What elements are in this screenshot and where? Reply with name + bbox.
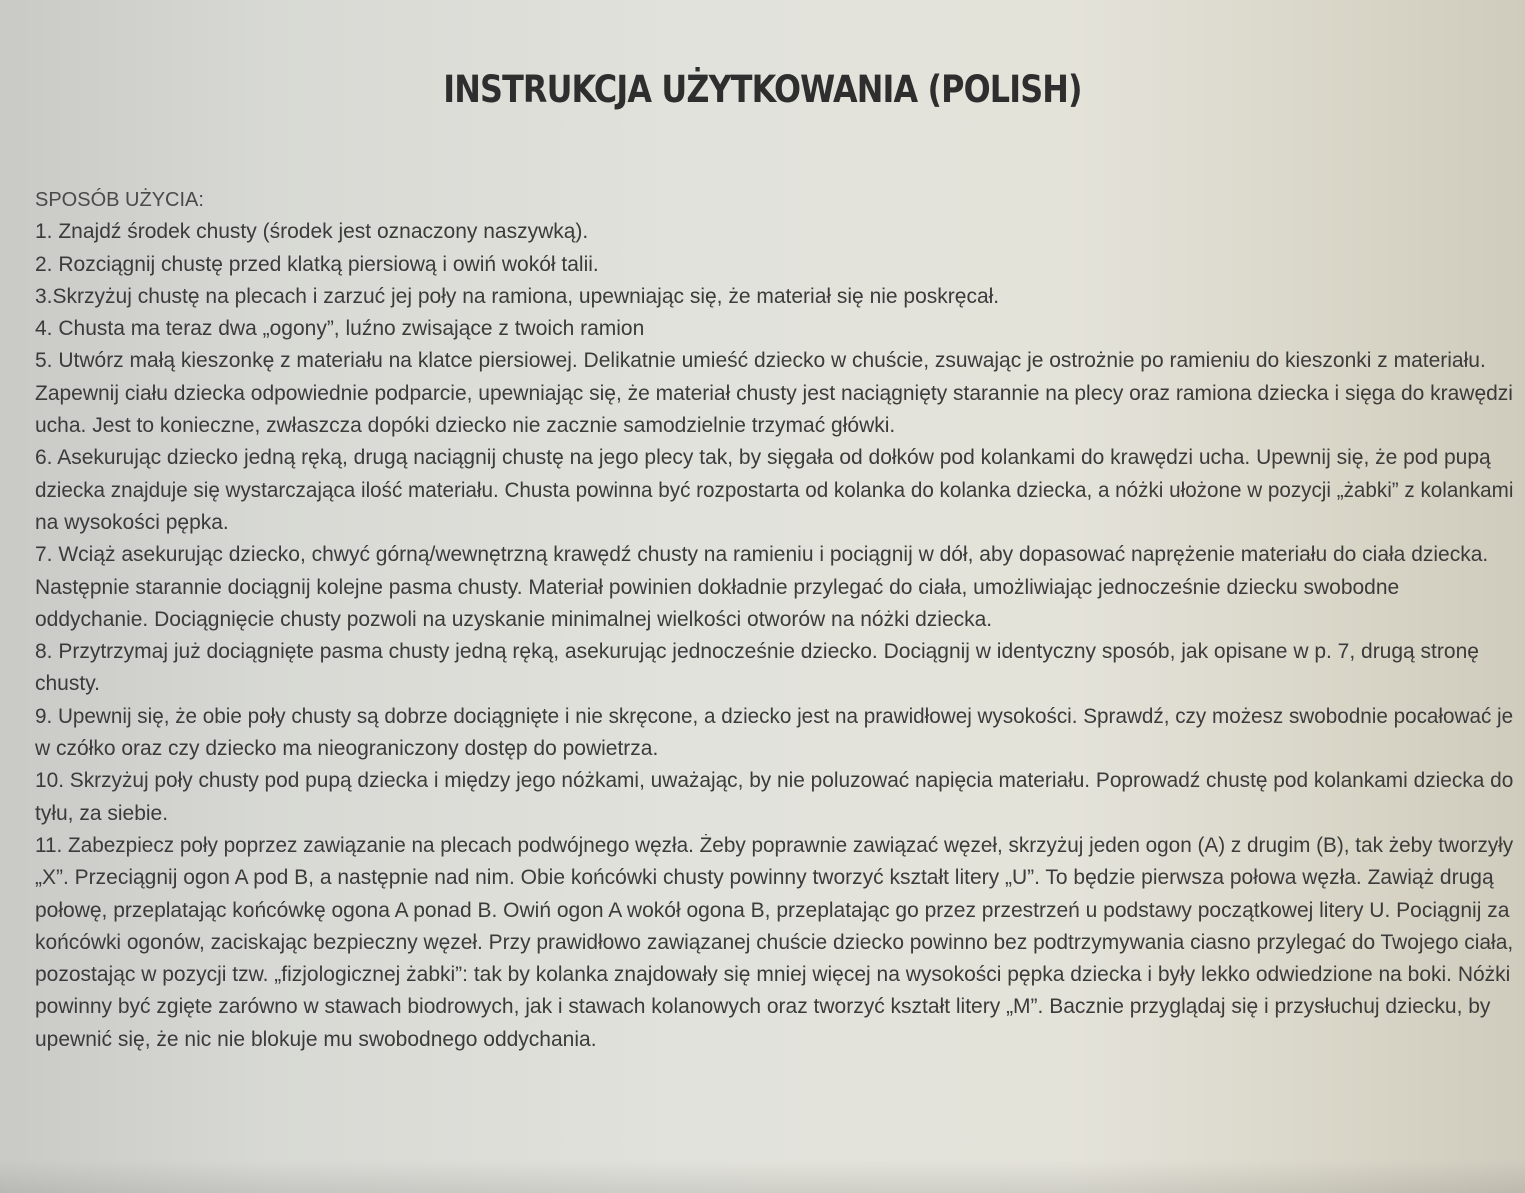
text-line: tyłu, za siebie. [35, 801, 169, 825]
text-line: 10. Skrzyżuj poły chusty pod pupą dziecka i między jego nóżkami, uważając, by nie poluzować napięcia materiału. Poprowadź chustę pod kolankami dziecka do [35, 769, 1514, 793]
text-line: Następnie starannie dociągnij kolejne pasma chusty. Materiał powinien dokładnie przylegać do ciała, umożliwiając jednocześnie dziecku swobodne [35, 575, 1400, 599]
text-line: 11. Zabezpiecz poły poprzez zawiązanie na plecach podwójnego węzła. Żeby poprawnie zawiązać węzeł, skrzyżuj jeden ogon (A) z drugim (B), tak żeby tworzyły [35, 833, 1514, 857]
text-line: dziecka znajduje się wystarczająca ilość materiału. Chusta powinna być rozpostarta od kolanka do kolanka dziecka, a nóżki ułożone w pozycji „żabki” z kolankami [35, 478, 1514, 502]
text-line: 4. Chusta ma teraz dwa „ogony”, luźno zwisające z twoich ramion [35, 317, 645, 341]
text-line: końcówki ogonów, zaciskając bezpieczny węzeł. Przy prawidłowo zawiązanej chuście dziecko powinno bez podtrzymywania ciasno przylegać do Twojego ciała, [35, 930, 1514, 954]
text-line: 8. Przytrzymaj już dociągnięte pasma chusty jedną ręką, asekurując jednocześnie dziecko. Dociągnij w identyczny sposób, jak opisane w p. 7, drugą stronę [35, 640, 1479, 664]
instructions-body [35, 184, 1515, 1056]
bottom-shadow [0, 1160, 1525, 1193]
text-line: na wysokości pępka. [35, 510, 229, 534]
text-line: 3.Skrzyżuj chustę na plecach i zarzuć jej poły na ramiona, upewniając się, że materiał się nie poskręcał. [35, 284, 1000, 308]
text-line: połowę, przeplatając końcówkę ogona A ponad B. Owiń ogon A wokół ogona B, przeplatając go przez przestrzeń u podstawy początkowej litery U. Pociągnij za [35, 898, 1510, 922]
text-line: 9. Upewnij się, że obie poły chusty są dobrze dociągnięte i nie skręcone, a dziecko jest na prawidłowej wysokości. Sprawdź, czy możesz swobodnie pocałować je [35, 704, 1514, 728]
text-line: „X”. Przeciągnij ogon A pod B, a następnie nad nim. Obie końcówki chusty powinny tworzyć kształt litery „U”. To będzie pierwsza połowa węzła. Zawiąż drugą [35, 866, 1494, 890]
section-heading: SPOSÓB UŻYCIA: [35, 189, 204, 211]
text-line: w czółko oraz czy dziecko ma nieograniczony dostęp do powietrza. [35, 737, 659, 761]
page-title: INSTRUKCJA UŻYTKOWANIA (POLISH) [443, 68, 1082, 111]
text-line: ucha. Jest to konieczne, zwłaszcza dopóki dziecko nie zacznie samodzielnie trzymać główki. [35, 414, 896, 438]
text-line: oddychanie. Dociągnięcie chusty pozwoli na uzyskanie minimalnej wielkości otworów na nóżki dziecka. [35, 607, 993, 631]
text-line: 6. Asekurując dziecko jedną ręką, drugą naciągnij chustę na jego plecy tak, by sięgała od dołków pod kolankami do krawędzi ucha. Upewnij się, że pod pupą [35, 446, 1491, 470]
text-line: upewnić się, że nic nie blokuje mu swobodnego oddychania. [35, 1027, 597, 1051]
text-line: 7. Wciąż asekurując dziecko, chwyć górną/wewnętrzną krawędź chusty na ramieniu i pociągnij w dół, aby dopasować naprężenie materiału do ciała dziecka. [35, 543, 1489, 567]
text-line: Zapewnij ciału dziecka odpowiednie podparcie, upewniając się, że materiał chusty jest naciągnięty starannie na plecy oraz ramiona dziecka i sięga do krawędzi [35, 381, 1513, 405]
text-line: 2. Rozciągnij chustę przed klatką piersiową i owiń wokół talii. [35, 252, 599, 276]
text-line: 5. Utwórz małą kieszonkę z materiału na klatce piersiowej. Delikatnie umieść dziecko w chuście, zsuwając je ostrożnie po ramieniu do kieszonki z materiału. [35, 349, 1486, 373]
text-line: chusty. [35, 672, 100, 696]
text-line: 1. Znajdź środek chusty (środek jest oznaczony naszywką). [35, 220, 589, 244]
text-line: pozostając w pozycji tzw. „fizjologicznej żabki”: tak by kolanka znajdowały się mniej więcej na wysokości pępka dziecka i były lekko odwiedzione na boki. Nóżki [35, 963, 1511, 987]
text-line: powinny być zgięte zarówno w stawach biodrowych, jak i stawach kolanowych oraz tworzyć kształt litery „M”. Bacznie przyglądaj się i przysłuchuj dziecku, by [35, 995, 1491, 1019]
